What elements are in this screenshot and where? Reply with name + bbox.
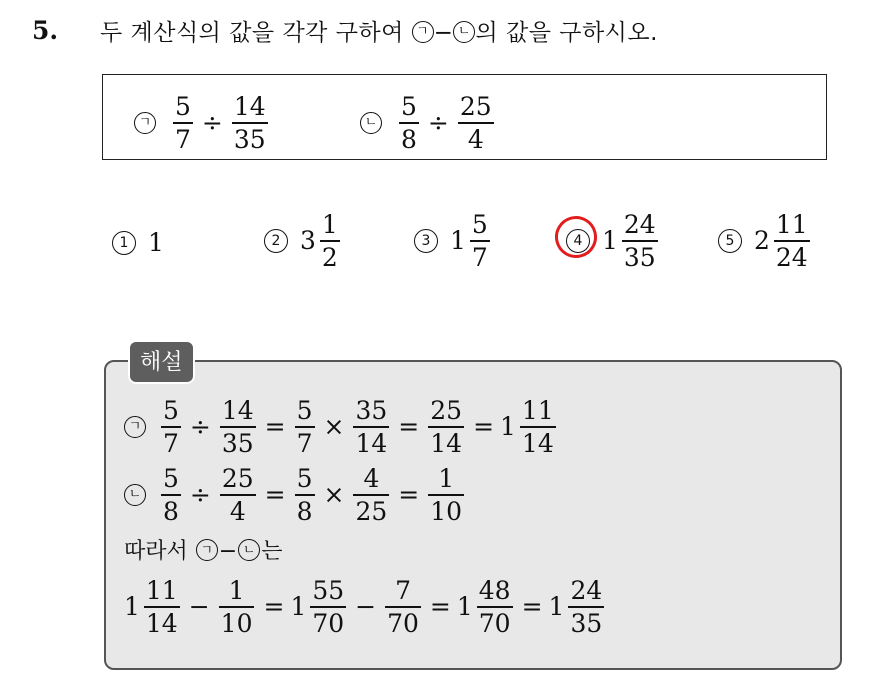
fraction: $\frac{35}{14}$ [355, 396, 388, 458]
choice-marker: 1 [112, 231, 136, 255]
fraction: $\frac{48}{70}$ [478, 576, 511, 638]
fraction: $\frac{1}{10}$ [430, 464, 463, 526]
divide-sign: ÷ [427, 108, 449, 138]
fraction: $\frac{5}{7}$ [296, 396, 313, 458]
expression-b [360, 94, 497, 152]
solution-line-3 [124, 534, 282, 565]
divide-sign: ÷ [189, 412, 211, 442]
fraction [399, 94, 419, 152]
whole-number: 1 [548, 592, 565, 622]
denominator: 35 [233, 124, 266, 154]
denominator: 7 [175, 124, 191, 154]
numerator: 5 [401, 92, 417, 121]
fraction: $\frac{4}{25}$ [355, 464, 388, 526]
whole-number: 1 [124, 592, 140, 622]
denominator: 7 [471, 242, 488, 272]
denominator: 8 [401, 124, 417, 154]
choice-3[interactable] [414, 212, 493, 270]
equals-sign: = [264, 412, 286, 442]
numerator: 5 [471, 210, 488, 239]
fraction: $\frac{55}{70}$ [312, 576, 345, 638]
fraction: $\frac{11}{14}$ [521, 396, 554, 458]
fraction: $\frac{7}{70}$ [387, 576, 419, 638]
fraction [470, 212, 490, 270]
text: 따라서 [124, 539, 195, 564]
solution-line-4 [124, 578, 607, 636]
question-text-after: 의 값을 구하시오. [475, 20, 658, 46]
numerator: 25 [459, 92, 492, 121]
choice-marker: 4 [566, 229, 590, 253]
equals-sign: = [398, 480, 420, 510]
minus-sign: − [188, 592, 210, 622]
denominator: 24 [775, 242, 808, 272]
numerator: 24 [623, 210, 656, 239]
choice-whole: 1 [148, 228, 164, 257]
symbol-a-icon: ㄱ [134, 112, 156, 134]
solution-line-1 [124, 398, 559, 456]
numerator: 11 [775, 210, 808, 239]
fraction [320, 212, 340, 270]
divide-sign: ÷ [189, 480, 211, 510]
whole-number: 1 [290, 592, 307, 622]
equals-sign: = [521, 592, 543, 622]
question-text-before: 두 계산식의 값을 각각 구하여 [100, 20, 412, 46]
symbol-a-icon: ㄱ [196, 539, 218, 561]
equals-sign: = [264, 480, 286, 510]
choice-whole: 2 [754, 226, 770, 256]
minus-sign: − [218, 539, 238, 564]
text: 는 [261, 539, 283, 564]
choice-whole: 3 [300, 226, 316, 256]
choice-marker: 2 [264, 229, 288, 253]
multiply-sign: × [323, 480, 345, 510]
solution-tag: 해설 [128, 340, 195, 384]
fraction: $\frac{25}{4}$ [221, 464, 254, 526]
fraction: $\frac{24}{35}$ [570, 576, 603, 638]
fraction [622, 212, 658, 270]
equals-sign: = [263, 592, 285, 622]
fraction: $\frac{5}{8}$ [296, 464, 313, 526]
denominator: 4 [467, 124, 484, 154]
fraction: $\frac{25}{14}$ [430, 396, 463, 458]
minus-sign: − [433, 20, 454, 46]
denominator: 2 [321, 242, 338, 272]
numerator: 14 [233, 92, 266, 121]
denominator: 35 [623, 242, 656, 272]
fraction: $\frac{11}{14}$ [145, 576, 178, 638]
choice-whole: 1 [450, 226, 466, 256]
question-number: 5. [32, 16, 59, 45]
choice-marker: 3 [414, 229, 438, 253]
symbol-b-icon: ㄴ [124, 484, 146, 506]
choice-2[interactable] [264, 212, 343, 270]
fraction [232, 94, 268, 152]
numerator: 5 [175, 92, 191, 121]
fraction [173, 94, 193, 152]
equals-sign: = [473, 412, 495, 442]
equals-sign: = [429, 592, 451, 622]
symbol-b-icon: ㄴ [453, 21, 475, 43]
fraction: $\frac{14}{35}$ [221, 396, 254, 458]
divide-sign: ÷ [201, 108, 223, 138]
choice-whole: 1 [602, 226, 618, 256]
symbol-b-icon: ㄴ [238, 539, 260, 561]
minus-sign: − [355, 592, 377, 622]
symbol-b-icon: ㄴ [360, 112, 382, 134]
solution-line-2 [124, 466, 467, 524]
fraction: $\frac{1}{10}$ [220, 576, 253, 638]
symbol-a-icon: ㄱ [124, 416, 146, 438]
whole-number: 1 [500, 412, 516, 442]
choice-marker: 5 [718, 229, 742, 253]
fraction [458, 94, 494, 152]
choice-1[interactable] [112, 228, 165, 257]
fraction [774, 212, 810, 270]
choice-5[interactable] [718, 212, 813, 270]
fraction: $\frac{5}{7}$ [163, 396, 179, 458]
multiply-sign: × [323, 412, 345, 442]
question-text [100, 14, 658, 47]
fraction: $\frac{5}{8}$ [163, 464, 179, 526]
expression-a [134, 94, 271, 152]
equals-sign: = [398, 412, 420, 442]
numerator: 1 [321, 210, 338, 239]
symbol-a-icon: ㄱ [412, 21, 434, 43]
whole-number: 1 [456, 592, 473, 622]
